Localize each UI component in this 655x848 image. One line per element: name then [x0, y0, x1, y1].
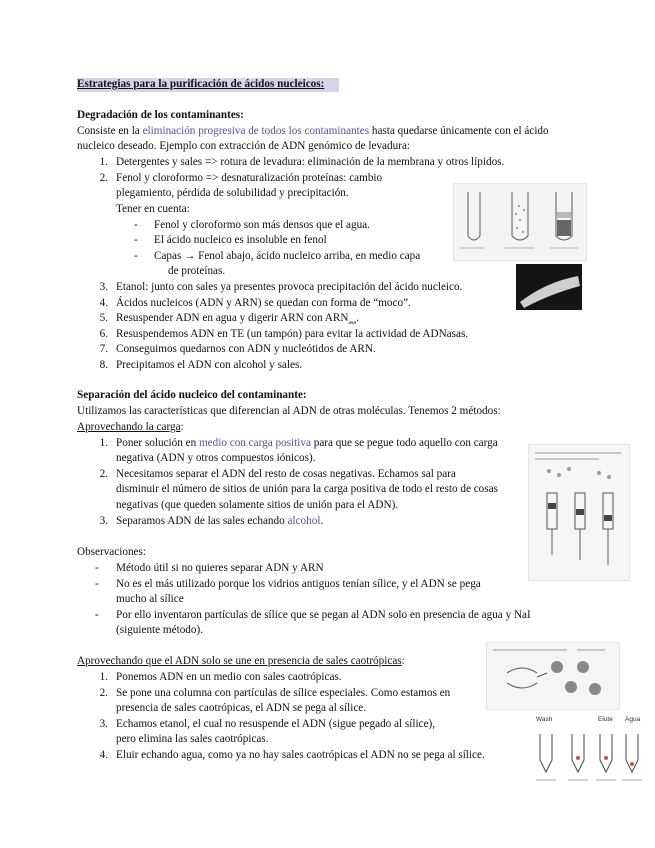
caotropicas-heading: Aprovechando que el ADN solo se une en presencia de sales caotrópicas [77, 655, 402, 667]
bullet-dash: - [134, 219, 138, 231]
list-item: Fenol y cloroformo => desnaturalización proteínas: cambio [116, 172, 383, 184]
section-heading-separacion: Separación del ácido nucleico del contaminante: [77, 389, 307, 401]
obs-item: No es el más utilizado porque los vidrios antiguos tenían sílice, y el ADN se pega [116, 578, 481, 590]
intro-highlight: eliminación progresiva de todos los contaminantes [142, 125, 370, 137]
obs-item-cont: mucho al sílice [116, 593, 184, 605]
list-item: Ácidos nucleicos (ADN y ARN) se quedan con forma de “moco”. [116, 297, 411, 309]
list-number: 6. [99, 328, 108, 340]
sub-item: El ácido nucleico es insoluble en fenol [154, 234, 327, 246]
obs-item-cont: (siguiente método). [116, 624, 203, 636]
list-number: 1. [99, 156, 108, 168]
list-item: Resuspendemos ADN en TE (un tampón) para evitar la actividad de ADNasas. [116, 328, 469, 340]
sub-item-cont: de proteínas. [168, 265, 226, 277]
list-item-cont: pero elimina las sales caotrópicas. [116, 733, 269, 745]
list-number: 3. [99, 281, 108, 293]
list-item [116, 436, 498, 452]
subsection-caotropicas [77, 654, 405, 670]
list-number: 2. [99, 468, 108, 480]
list-item: Echamos etanol, el cual no resuspende el ADN (sigue pegado al sílice), [116, 718, 436, 730]
highlight-text: medio con carga positiva [198, 437, 311, 449]
list-item: Eluir echando agua, como ya no hay sales caotrópicas el ADN no se pega al sílice. [116, 749, 485, 761]
list-item-cont: negativa (ADN y otros compuestos iónicos). [116, 452, 316, 464]
elution-label-elute: Elute [598, 716, 613, 723]
list-number: 7. [99, 343, 108, 355]
list-number: 4. [99, 749, 108, 761]
list-item-cont: presencia de sales caotrópicas, el ADN se pega al sílice. [116, 702, 367, 714]
tubes-figure [453, 183, 587, 261]
subscript: asa [348, 320, 357, 327]
carga-heading: Aprovechando la carga [77, 421, 181, 433]
list-item: Etanol: junto con sales ya presentes provoca precipitación del ácido nucleico. [116, 281, 463, 293]
degradacion-intro-line2: nucleico deseado. Ejemplo con extracción de ADN genómico de levadura: [77, 140, 411, 152]
list-number: 8. [99, 359, 108, 371]
list-item: Ponemos ADN en un medio con sales caotrópicas. [116, 671, 342, 683]
list-item-cont: negativas (que queden solamente sitios de unión para el ADN). [116, 499, 399, 511]
obs-item: Por ello inventaron partículas de sílice que se pegan al ADN solo en presencia de agua y NaI [116, 609, 531, 621]
elution-label-agua: Agua [625, 716, 641, 723]
list-item-cont: disminuir el número de sitios de unión para la carga positiva de todo el resto de cosas [116, 483, 498, 495]
section-heading-degradacion: Degradación de los contaminantes: [77, 109, 244, 121]
page-title: Estrategias para la purificación de ácidos nucleicos: [77, 78, 325, 90]
bullet-dash: - [95, 578, 99, 590]
sub-item: Capas → Fenol abajo, ácido nucleico arriba, en medio capa [154, 250, 421, 262]
list-item-text: Resuspender ADN en agua y digerir ARN con ARN [116, 312, 349, 324]
list-item-text: Poner solución en [116, 437, 199, 449]
elution-tubes-figure [528, 728, 644, 786]
separacion-intro: Utilizamos las características que diferencian al ADN de otras moléculas. Tenemos 2 métodos: [77, 405, 501, 417]
list-number: 2. [99, 687, 108, 699]
silica-binding-figure [486, 642, 620, 710]
subsection-carga [77, 420, 184, 436]
list-number: 1. [99, 437, 108, 449]
list-item-text-end: para que se pegue todo aquello con carga [310, 437, 498, 449]
colon: : [180, 421, 184, 433]
list-number: 2. [99, 172, 108, 184]
highlight-text: alcohol [287, 515, 321, 527]
list-item: Detergentes y sales => rotura de levadura: eliminación de la membrana y otros lípidos. [116, 156, 505, 168]
list-item: Conseguimos quedarnos con ADN y nucleótidos de ARN. [116, 343, 376, 355]
bullet-dash: - [134, 234, 138, 246]
elution-label-wash: Wash [536, 716, 553, 723]
observaciones-heading: Observaciones: [77, 546, 146, 558]
list-number: 4. [99, 297, 108, 309]
list-number: 3. [99, 718, 108, 730]
bullet-dash: - [95, 609, 99, 621]
list-item [116, 514, 323, 530]
sub-item: Fenol y cloroformo son más densos que el agua. [154, 219, 370, 231]
dna-tube-photo [516, 264, 582, 310]
list-item-end: . [320, 515, 324, 527]
list-item: Se pone una columna con partículas de sílice especiales. Como estamos en [116, 687, 451, 699]
degradacion-intro [77, 124, 549, 140]
list-item-end: . [356, 312, 359, 324]
charge-separation-figure [528, 444, 630, 581]
list-item: Precipitamos el ADN con alcohol y sales. [116, 359, 303, 371]
note-heading: Tener en cuenta: [116, 203, 190, 215]
list-number: 1. [99, 671, 108, 683]
list-item-cont: plegamiento, pérdida de solubilidad y precipitación. [116, 187, 349, 199]
list-number: 5. [99, 312, 108, 324]
list-item: Necesitamos separar el ADN del resto de cosas negativas. Echamos sal para [116, 468, 456, 480]
bullet-dash: - [134, 250, 138, 262]
list-number: 3. [99, 515, 108, 527]
list-item-text: Separamos ADN de las sales echando [116, 515, 288, 527]
bullet-dash: - [95, 562, 99, 574]
colon: : [401, 655, 405, 667]
obs-item: Método útil si no quieres separar ADN y ARN [116, 562, 324, 574]
intro-text: Consiste en la [77, 125, 143, 137]
intro-text-end: hasta quedarse únicamente con el ácido [369, 125, 549, 137]
